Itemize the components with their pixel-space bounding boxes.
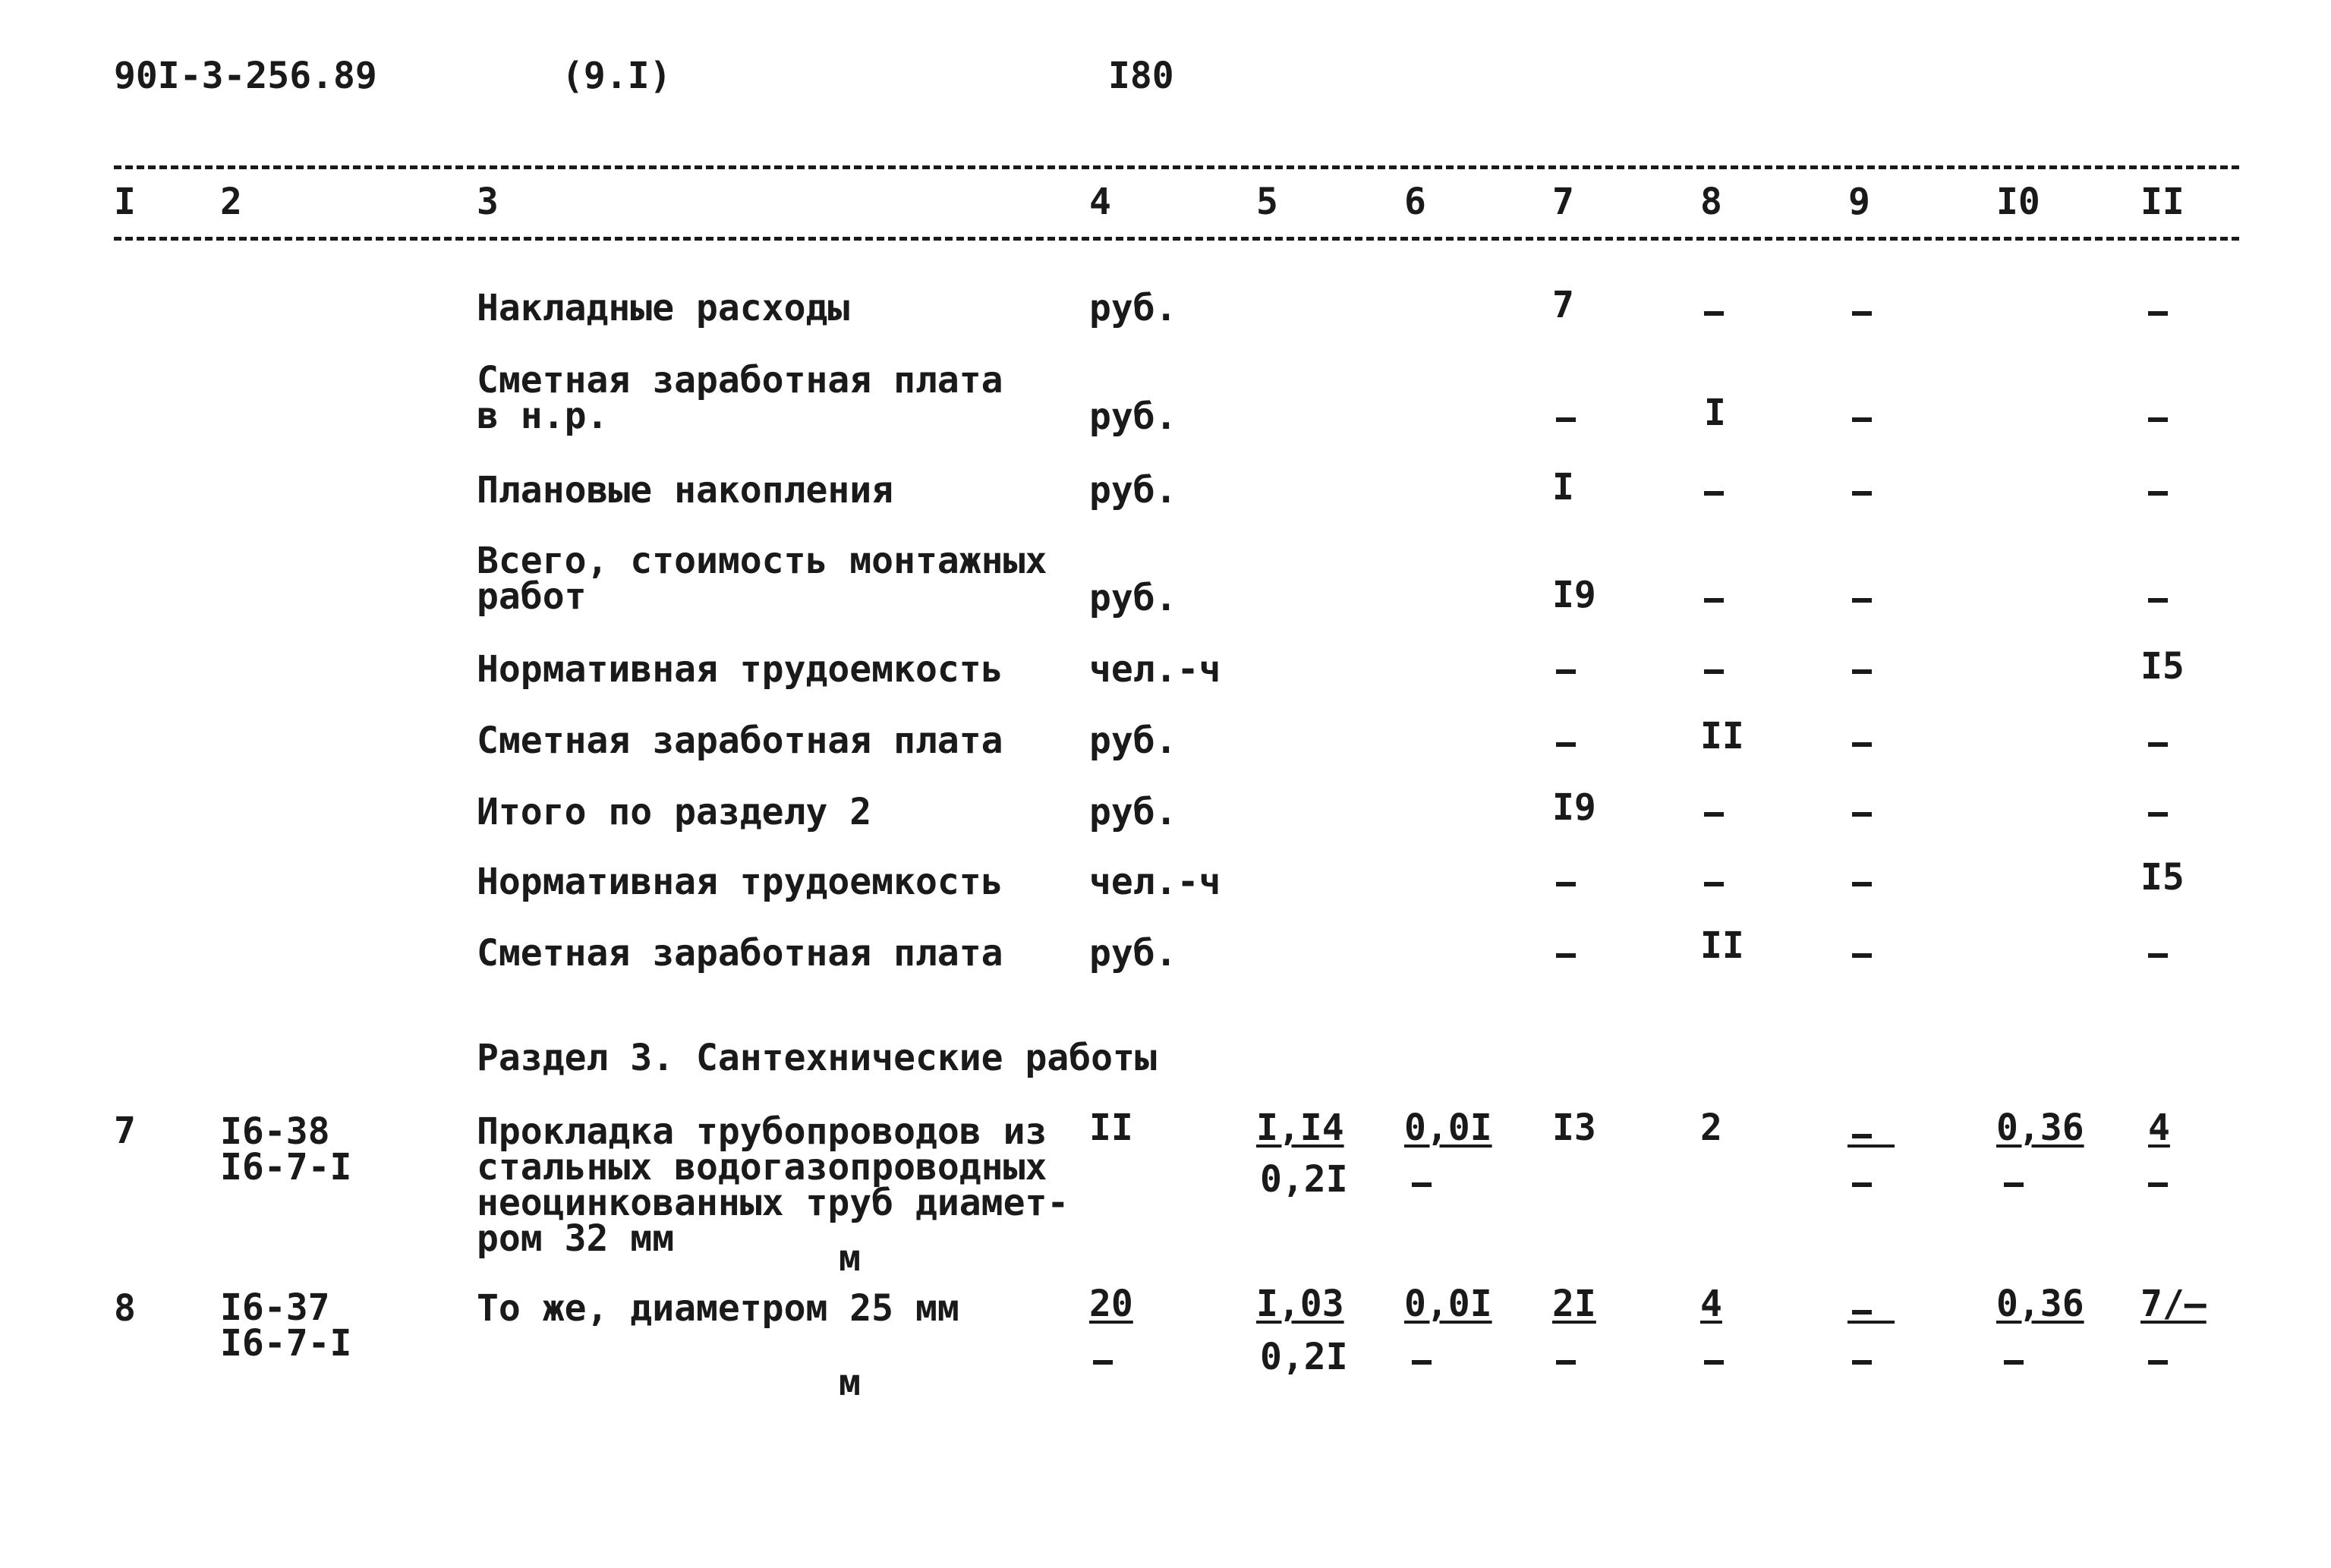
row-col7-dash bbox=[1556, 742, 1576, 747]
row-col9-dash bbox=[1852, 598, 1872, 603]
row-col9-dash bbox=[1852, 953, 1872, 958]
row-col7: I9 bbox=[1552, 786, 1596, 829]
row-col8-dash bbox=[1704, 812, 1724, 817]
row-col7: I bbox=[1552, 466, 1574, 508]
section-title: Раздел 3. Сантехнические работы bbox=[477, 1037, 1157, 1079]
col-header-11: II bbox=[2140, 181, 2185, 223]
item-col7-bottom-dash bbox=[1556, 1360, 1576, 1365]
row-unit: руб. bbox=[1089, 791, 1177, 833]
item-name: Прокладка трубопроводов из стальных водогазопроводных неоцинкованных труб диамет- ром 32 мм bbox=[477, 1110, 1069, 1261]
item-col5-bottom: 0,2I bbox=[1260, 1158, 1348, 1201]
item-col6-bottom-dash bbox=[1412, 1360, 1432, 1365]
item-col11-bottom-dash bbox=[2148, 1360, 2168, 1365]
col-header-7: 7 bbox=[1552, 181, 1574, 223]
item-col9-underline bbox=[1847, 1321, 1895, 1324]
item-col6-top: 0,0I bbox=[1404, 1283, 1492, 1325]
item-col4: II bbox=[1089, 1107, 1133, 1149]
row-unit: руб. bbox=[1089, 577, 1177, 619]
row-col8: II bbox=[1700, 715, 1744, 757]
row-name: Нормативная трудоемкость bbox=[477, 861, 1003, 903]
col-header-6: 6 bbox=[1404, 181, 1426, 223]
item-col4-bottom-dash bbox=[1093, 1360, 1113, 1365]
item-unit: м bbox=[839, 1237, 861, 1280]
item-col5-bottom: 0,2I bbox=[1260, 1336, 1348, 1378]
item-code: I6-38 I6-7-I bbox=[220, 1110, 352, 1189]
col-header-2: 2 bbox=[220, 181, 242, 223]
item-number: 8 bbox=[114, 1287, 136, 1330]
row-name: Всего, стоимость монтажных работ bbox=[477, 540, 1047, 619]
row-col9-dash bbox=[1852, 491, 1872, 496]
header-bottom-rule bbox=[114, 237, 2239, 241]
col-header-5: 5 bbox=[1256, 181, 1278, 223]
col-header-8: 8 bbox=[1700, 181, 1722, 223]
row-col11-dash bbox=[2148, 417, 2168, 422]
item-code: I6-37 I6-7-I bbox=[220, 1286, 352, 1365]
row-col11-dash bbox=[2148, 491, 2168, 496]
col-header-3: 3 bbox=[477, 181, 499, 223]
row-col7-dash bbox=[1556, 882, 1576, 886]
item-col8-top: 4 bbox=[1700, 1283, 1722, 1325]
col-header-4: 4 bbox=[1089, 181, 1111, 223]
item-col8-bottom-dash bbox=[1704, 1360, 1724, 1365]
item-col11-top: 7/– bbox=[2140, 1283, 2207, 1325]
item-col7: I3 bbox=[1552, 1107, 1596, 1149]
row-col9-dash bbox=[1852, 417, 1872, 422]
row-col7-dash bbox=[1556, 953, 1576, 958]
row-unit: чел.-ч bbox=[1089, 861, 1221, 903]
row-unit: руб. bbox=[1089, 287, 1177, 329]
row-name: Сметная заработная плата bbox=[477, 719, 1003, 762]
item-unit: м bbox=[839, 1362, 861, 1404]
item-col9-bottom-dash bbox=[1852, 1360, 1872, 1365]
row-col8: I bbox=[1704, 392, 1726, 434]
row-col8-dash bbox=[1704, 598, 1724, 603]
row-col9-dash bbox=[1852, 882, 1872, 886]
header-top-rule bbox=[114, 165, 2239, 169]
row-col11-dash bbox=[2148, 598, 2168, 603]
item-col10-bottom-dash bbox=[2004, 1360, 2024, 1365]
row-col7-dash bbox=[1556, 417, 1576, 422]
item-col4-top: 20 bbox=[1089, 1283, 1133, 1325]
item-number: 7 bbox=[114, 1110, 136, 1152]
row-col8: II bbox=[1700, 924, 1744, 967]
row-unit: руб. bbox=[1089, 395, 1177, 438]
item-col11-bottom-dash bbox=[2148, 1182, 2168, 1187]
row-name: Нормативная трудоемкость bbox=[477, 648, 1003, 691]
row-name: Сметная заработная плата bbox=[477, 932, 1003, 974]
item-name: То же, диаметром 25 мм bbox=[477, 1287, 959, 1330]
row-name: Плановые накопления bbox=[477, 469, 894, 512]
row-unit: чел.-ч bbox=[1089, 648, 1221, 691]
row-unit: руб. bbox=[1089, 469, 1177, 512]
row-name: Итого по разделу 2 bbox=[477, 791, 872, 833]
col-header-9: 9 bbox=[1848, 181, 1870, 223]
row-col11-dash bbox=[2148, 742, 2168, 747]
row-name: Накладные расходы bbox=[477, 287, 850, 329]
item-col9-underline bbox=[1847, 1145, 1895, 1148]
row-unit: руб. bbox=[1089, 719, 1177, 762]
row-col9-dash bbox=[1852, 742, 1872, 747]
item-col8: 2 bbox=[1700, 1107, 1722, 1149]
row-col11-dash bbox=[2148, 812, 2168, 817]
item-col6-top: 0,0I bbox=[1404, 1107, 1492, 1149]
row-name: Сметная заработная плата в н.р. bbox=[477, 359, 1003, 438]
row-col8-dash bbox=[1704, 491, 1724, 496]
row-col11: I5 bbox=[2140, 856, 2185, 899]
page-number: I80 bbox=[1108, 55, 1174, 97]
item-col6-bottom-dash bbox=[1412, 1182, 1432, 1187]
row-col9-dash bbox=[1852, 812, 1872, 817]
item-col10-bottom-dash bbox=[2004, 1182, 2024, 1187]
row-col7-dash bbox=[1556, 669, 1576, 674]
row-col7: I9 bbox=[1552, 574, 1596, 616]
item-col5-top: I,I4 bbox=[1256, 1107, 1344, 1149]
row-col8-dash bbox=[1704, 669, 1724, 674]
row-col9-dash bbox=[1852, 669, 1872, 674]
item-col7-top: 2I bbox=[1552, 1283, 1596, 1325]
item-col9-top-dash bbox=[1852, 1134, 1872, 1138]
col-header-1: I bbox=[114, 181, 136, 223]
section-reference: (9.I) bbox=[562, 55, 672, 97]
item-col10-top: 0,36 bbox=[1996, 1107, 2084, 1149]
row-col8-dash bbox=[1704, 311, 1724, 316]
item-col9-bottom-dash bbox=[1852, 1182, 1872, 1187]
row-col8-dash bbox=[1704, 882, 1724, 886]
document-code: 90I-3-256.89 bbox=[114, 55, 377, 97]
item-col9-top-dash bbox=[1852, 1310, 1872, 1315]
row-col11: I5 bbox=[2140, 645, 2185, 688]
row-col11-dash bbox=[2148, 953, 2168, 958]
item-col10-top: 0,36 bbox=[1996, 1283, 2084, 1325]
row-col11-dash bbox=[2148, 311, 2168, 316]
row-unit: руб. bbox=[1089, 932, 1177, 974]
row-col7: 7 bbox=[1552, 284, 1574, 326]
item-col5-top: I,03 bbox=[1256, 1283, 1344, 1325]
row-col9-dash bbox=[1852, 311, 1872, 316]
col-header-10: I0 bbox=[1996, 181, 2040, 223]
item-col11-top: 4 bbox=[2148, 1107, 2170, 1149]
